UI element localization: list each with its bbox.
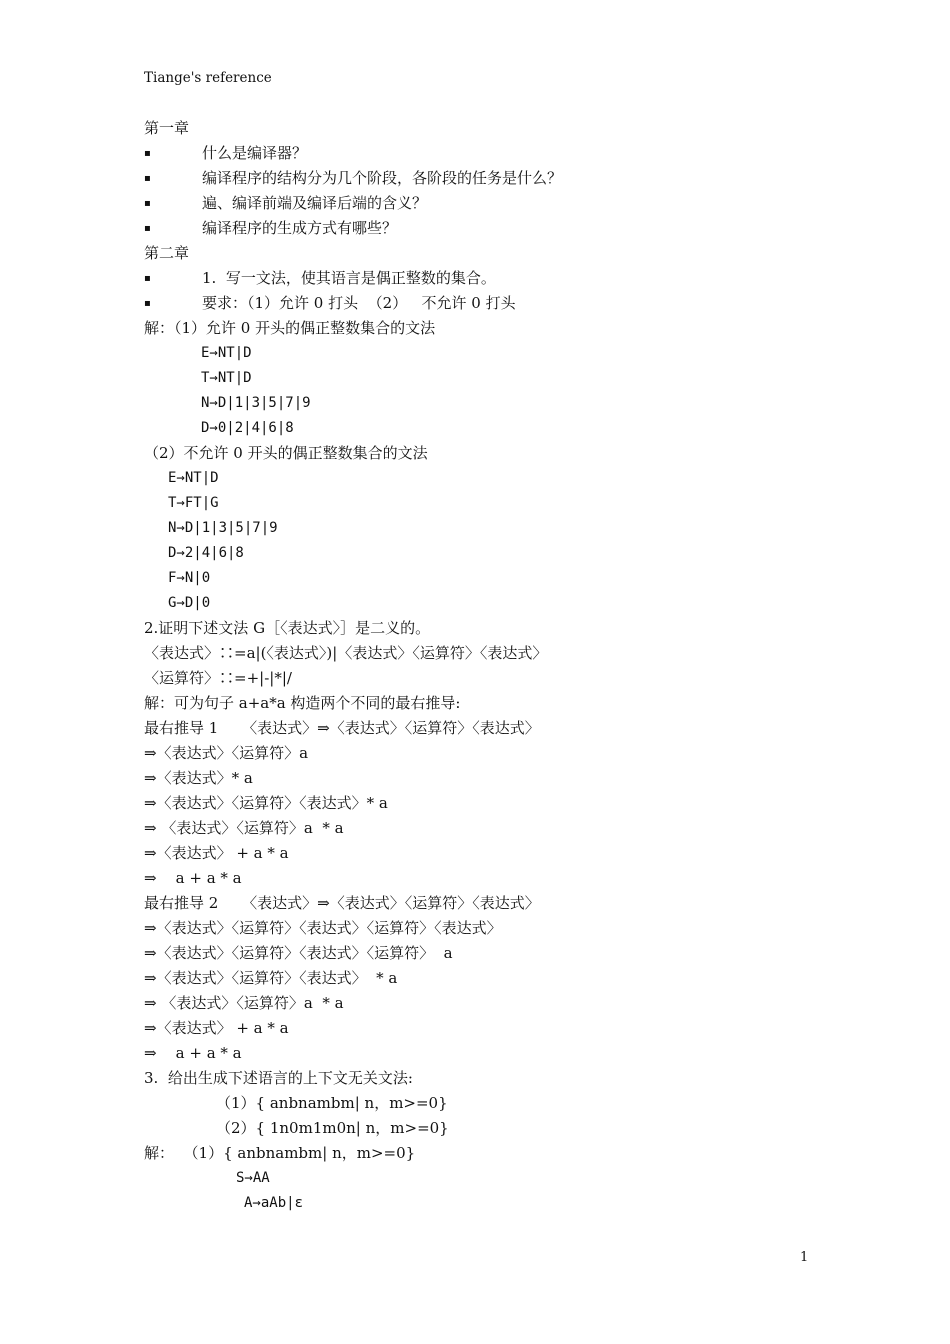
grammar-rule: T→FT|G (168, 495, 219, 511)
bullet-icon: ▪ (144, 148, 151, 159)
derivation-step: 最右推导 2 〈表达式〉⇒〈表达式〉〈运算符〉〈表达式〉 (144, 894, 540, 912)
text-line: 〈表达式〉∷=a|(〈表达式〉)|〈表达式〉〈运算符〉〈表达式〉 (144, 644, 548, 662)
bullet-item: ▪ 什么是编译器？ (144, 141, 844, 166)
derivation-step: ⇒〈表达式〉 + a * a (144, 844, 289, 862)
bullet-icon: ▪ (144, 298, 151, 309)
derivation-step: ⇒ 〈表达式〉〈运算符〉a * a (144, 994, 344, 1012)
grammar-rule: F→N|0 (168, 570, 211, 586)
bullet-item: ▪ 遍、编译前端及编译后端的含义？ (144, 191, 844, 216)
page-number: 1 (800, 1250, 809, 1265)
text-line: 解： （1）{ anbnambm| n，m>=0} (144, 1144, 416, 1162)
bullet-item: ▪ 编译程序的结构分为几个阶段，各阶段的任务是什么？ (144, 166, 844, 191)
grammar-rule: G→D|0 (168, 595, 211, 611)
page-header: Tiange's reference (144, 70, 272, 86)
text-line: （1）{ anbnambm| n，m>=0} (216, 1094, 448, 1112)
document-body (144, 116, 844, 1216)
grammar-rule: T→NT|D (201, 370, 252, 386)
text-line: （2）不允许 0 开头的偶正整数集合的文法 (144, 444, 428, 462)
text-line: 3. 给出生成下述语言的上下文无关文法: (144, 1069, 413, 1087)
grammar-rule: D→2|4|6|8 (168, 545, 244, 561)
grammar-rule: A→aAb|ε (244, 1195, 304, 1211)
derivation-step: ⇒〈表达式〉〈运算符〉a (144, 744, 309, 762)
bullet-icon: ▪ (144, 198, 151, 209)
chapter-heading: 第一章 (144, 119, 190, 137)
derivation-step: ⇒〈表达式〉〈运算符〉〈表达式〉〈运算符〉 a (144, 944, 453, 962)
grammar-rule: N→D|1|3|5|7|9 (168, 520, 278, 536)
bullet-item: ▪ 编译程序的生成方式有哪些？ (144, 216, 844, 241)
text-line: （2）{ 1n0m1m0n| n，m>=0} (216, 1119, 449, 1137)
derivation-step: ⇒〈表达式〉〈运算符〉〈表达式〉* a (144, 794, 388, 812)
bullet-item: ▪ 要求：（1）允许 0 打头 （2） 不允许 0 打头 (144, 291, 844, 316)
grammar-rule: E→NT|D (201, 345, 252, 361)
derivation-step: ⇒〈表达式〉〈运算符〉〈表达式〉〈运算符〉〈表达式〉 (144, 919, 502, 937)
text-line: 〈运算符〉∷=+|-|*|/ (144, 669, 292, 687)
text-line: 2.证明下述文法 G［〈表达式〉］是二义的。 (144, 619, 431, 637)
chapter-heading: 第二章 (144, 244, 190, 262)
bullet-icon: ▪ (144, 173, 151, 184)
derivation-step: ⇒ a + a * a (144, 869, 242, 887)
text-line: 解：（1）允许 0 开头的偶正整数集合的文法 (144, 319, 436, 337)
bullet-icon: ▪ (144, 223, 151, 234)
grammar-rule: N→D|1|3|5|7|9 (201, 395, 311, 411)
grammar-rule: S→AA (236, 1170, 270, 1186)
grammar-rule: E→NT|D (168, 470, 219, 486)
derivation-step: ⇒〈表达式〉 + a * a (144, 1019, 289, 1037)
text-line: 解：可为句子 a+a*a 构造两个不同的最右推导: (144, 694, 461, 712)
derivation-step: ⇒ 〈表达式〉〈运算符〉a * a (144, 819, 344, 837)
bullet-icon: ▪ (144, 273, 151, 284)
derivation-step: ⇒〈表达式〉〈运算符〉〈表达式〉 * a (144, 969, 398, 987)
derivation-step: ⇒ a + a * a (144, 1044, 242, 1062)
derivation-step: ⇒〈表达式〉* a (144, 769, 253, 787)
derivation-step: 最右推导 1 〈表达式〉⇒〈表达式〉〈运算符〉〈表达式〉 (144, 719, 540, 737)
bullet-item: ▪ 1. 写一文法，使其语言是偶正整数的集合。 (144, 266, 844, 291)
grammar-rule: D→0|2|4|6|8 (201, 420, 294, 436)
